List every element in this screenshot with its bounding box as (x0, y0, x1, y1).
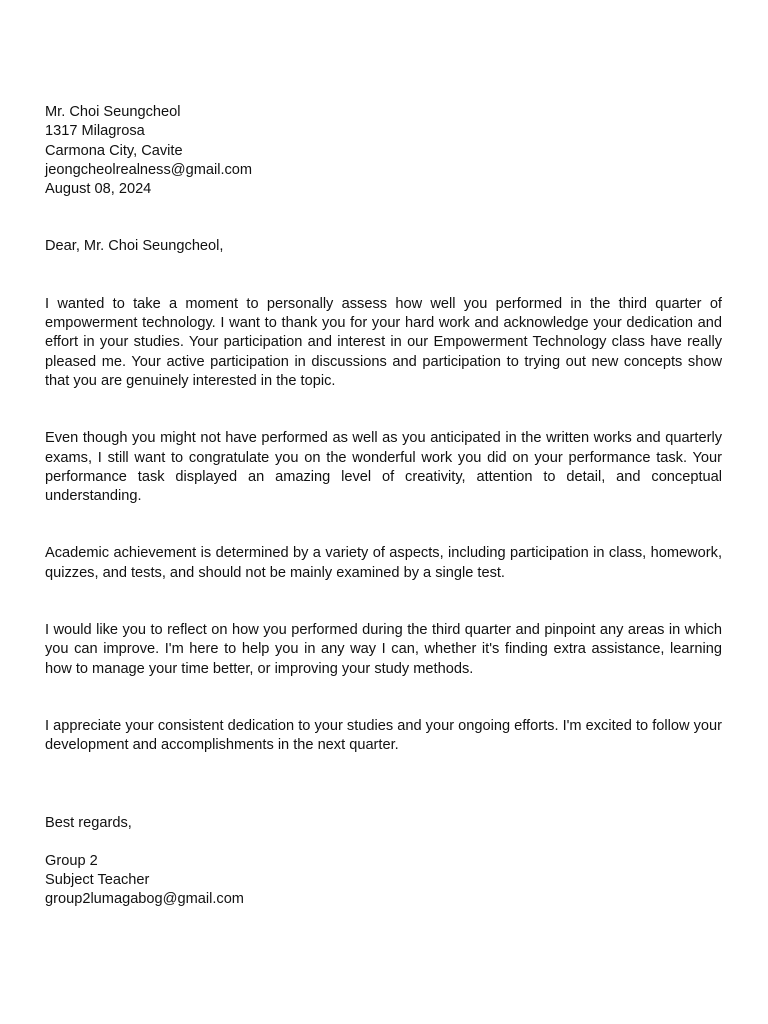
body-paragraph-3: Academic achievement is determined by a variety of aspects, including participation in class, homework, quizzes, and tests, and should not be mainly examined by a single test. (45, 545, 722, 581)
letter-date: August 08, 2024 (45, 181, 152, 198)
signature-title: Subject Teacher (45, 872, 150, 889)
letter (45, 103, 722, 910)
body-paragraph-4: I would like you to reflect on how you performed during the third quarter and pinpoint any areas in which you can improve. I'm here to help you in any way I can, whether it's finding extra assistance, learning how to manage your time better, or improving your study methods. (45, 622, 722, 677)
sender-city: Carmona City, Cavite (45, 142, 183, 159)
salutation: Dear, Mr. Choi Seungcheol, (45, 238, 224, 255)
sender-email: jeongcheolrealness@gmail.com (45, 161, 253, 178)
body-paragraph-1: I wanted to take a moment to personally assess how well you performed in the third quarter of empowerment technology. I want to thank you for your hard work and acknowledge your dedication and effort in your studies. Your participation and interest in our Empowerment Technology class have really pleased me. Your active participation in discussions and participation to trying out new concepts show that you are genuinely interested in the topic. (45, 295, 722, 389)
signature-block (45, 852, 722, 910)
signature-name: Group 2 (45, 852, 98, 869)
sender-street: 1317 Milagrosa (45, 123, 145, 140)
body-paragraph-2: Even though you might not have performed as well as you anticipated in the written works and quarterly exams, I still want to congratulate you on the wonderful work you did on your performance task. Your performance task displayed an amazing level of creativity, attention to detail, and conceptual understanding. (45, 430, 722, 505)
signature-email: group2lumagabog@gmail.com (45, 891, 244, 908)
sender-name: Mr. Choi Seungcheol (45, 104, 181, 120)
body-paragraph-5: I appreciate your consistent dedication to your studies and your ongoing efforts. I'm excited to follow your development and accomplishments in the next quarter. (45, 717, 722, 754)
closing: Best regards, (45, 814, 132, 831)
sender-block (45, 103, 722, 199)
